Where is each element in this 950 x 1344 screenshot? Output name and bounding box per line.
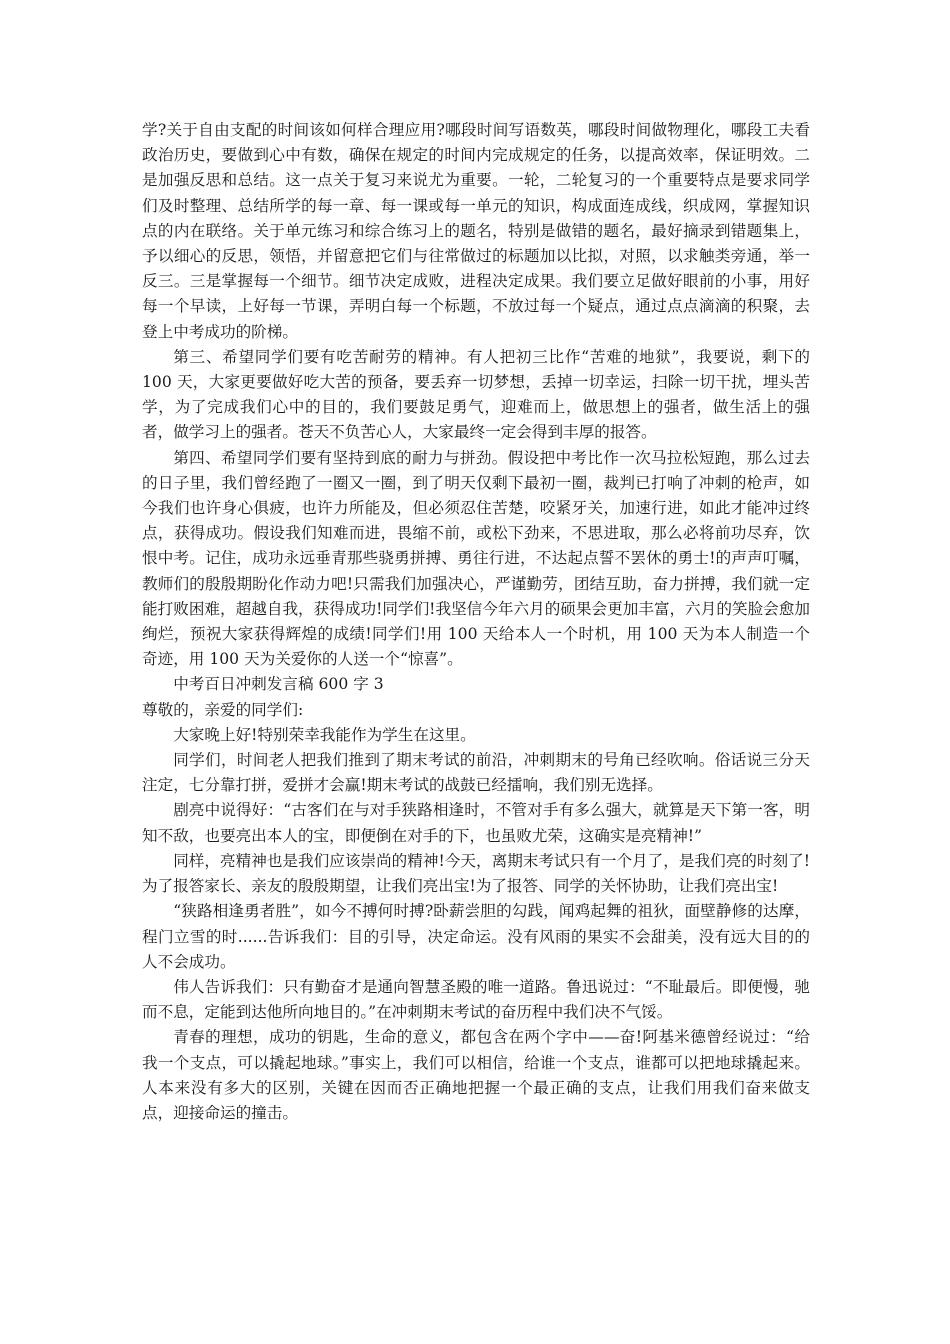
document-page xyxy=(142,118,810,1126)
paragraph-show-spirit: 同样，亮精神也是我们应该崇尚的精神!今天，离期末考试只有一个月了，是我们亮的时刻了!为了报答家长、亲友的殷殷期望，让我们亮出宝!为了报答、同学的关怀协助，让我们亮出宝! xyxy=(142,851,810,896)
paragraph-diligence: 伟人告诉我们：只有勤奋才是通向智慧圣殿的唯一道路。鲁迅说过：“不耻最后。即便慢，驰而不息，定能到达他所向地目的。”在冲刺期末考试的奋历程中我们决不气馁。 xyxy=(142,977,810,1022)
salutation: 尊敬的，亲爱的同学们: xyxy=(142,700,304,719)
paragraph-brave-wins: “狭路相逢勇者胜”，如今不搏何时搏?卧薪尝胆的勾践，闻鸡起舞的祖狄，面壁静修的达摩，程门立雪的时......告诉我们：目的引导，决定命运。没有风雨的果实不会甜美，没有远大目的的人不会成功。 xyxy=(142,902,810,971)
paragraph-greeting: 大家晚上好!特别荣幸我能作为学生在这里。 xyxy=(173,725,476,744)
paragraph-fulcrum: 青春的理想，成功的钥匙，生命的意义，都包含在两个字中——奋!阿基米德曾经说过：“给我一个支点，可以撬起地球。”事实上，我们可以相信，给谁一个支点，谁都可以把地球撬起来。人本来没有多大的区别，关键在因而否正确地把握一个最正确的支点，让我们用我们奋来做支点，迎接命运的撞击。 xyxy=(142,1028,810,1122)
paragraph-exam-approach: 同学们，时间老人把我们推到了期末考试的前沿，冲刺期末的号角已经吹响。俗话说三分天注定，七分靠打拼，爱拼才会赢!期末考试的战鼓已经擂响，我们别无选择。 xyxy=(142,751,810,795)
paragraph-hard-work: 第三、希望同学们要有吃苦耐劳的精神。有人把初三比作“苦难的地狱”，我要说，剩下的 100 天，大家更要做好吃大苦的预备，要丢弃一切梦想，丢掉一切幸运，扫除一切干扰，埋头苦学，为了完成我们心中的目的，我们要鼓足勇气，迎难而上，做思想上的强者，做生活上的强者，做学习上的强者。苍天不负苦心人，大家最终一定会得到丰厚的报答。 xyxy=(142,347,810,442)
paragraph-perseverance: 第四、希望同学们要有坚持到底的耐力与拼劲。假设把中考比作一次马拉松短跑，那么过去的日子里，我们曾经跑了一圈又一圈，到了明天仅剩下最初一圈，裁判已打响了冲刺的枪声，如今我们也许身心俱疲，也许力所能及，但必须忍住苦楚，咬紧牙关，加速行进，如此才能冲过终点，获得成功。假设我们知难而进，畏缩不前，或松下劲来，不思进取，那么必将前功尽弃，饮恨中考。记住，成功永远垂青那些骁勇拼搏、勇往行进，不达起点誓不罢休的勇士!的声声叮嘱，教师们的殷殷期盼化作动力吧!只需我们加强决心，严谨勤劳，团结互助，奋力拼搏，我们就一定能打败困难，超越自我，获得成功!同学们!我坚信今年六月的硕果会更加丰富，六月的笑脸会愈加绚烂，预祝大家获得辉煌的成绩!同学们!用 100 天给本人一个时机，用 100 天为本人制造一个奇迹，用 100 天为关爱你的人送一个“惊喜”。 xyxy=(142,448,810,669)
paragraph-quote-drama: 剧亮中说得好：“古客们在与对手狭路相逢时，不管对手有多么强大，就算是天下第一客，明知不敌，也要亮出本人的宝，即便倒在对手的下，也虽败尤荣，这确实是亮精神!” xyxy=(142,801,810,845)
section-title: 中考百日冲刺发言稿 600 字 3 xyxy=(173,675,384,694)
paragraph-study-methods: 学?关于自由支配的时间该如何样合理应用?哪段时间写语数英，哪段时间做物理化，哪段工夫看政治历史，要做到心中有数，确保在规定的时间内完成规定的任务，以提高效率，保证明效。二是加强反思和总结。这一点关于复习来说尤为重要。一轮，二轮复习的一个重要特点是要求同学们及时整理、总结所学的每一章、每一课或每一单元的知识，构成面连成线，织成网，掌握知识点的内在联络。关于单元练习和综合练习上的题名，特别是做错的题名，最好摘录到错题集上，予以细心的反思，领悟，并留意把它们与往常做过的标题加以比拟，对照，以求触类旁通，举一反三。三是掌握每一个细节。细节决定成败，进程决定成果。我们要立足做好眼前的小事，用好每一个早读，上好每一节课，弄明白每一个标题，不放过每一个疑点，通过点点滴滴的积聚，去登上中考成功的阶梯。 xyxy=(142,121,810,341)
